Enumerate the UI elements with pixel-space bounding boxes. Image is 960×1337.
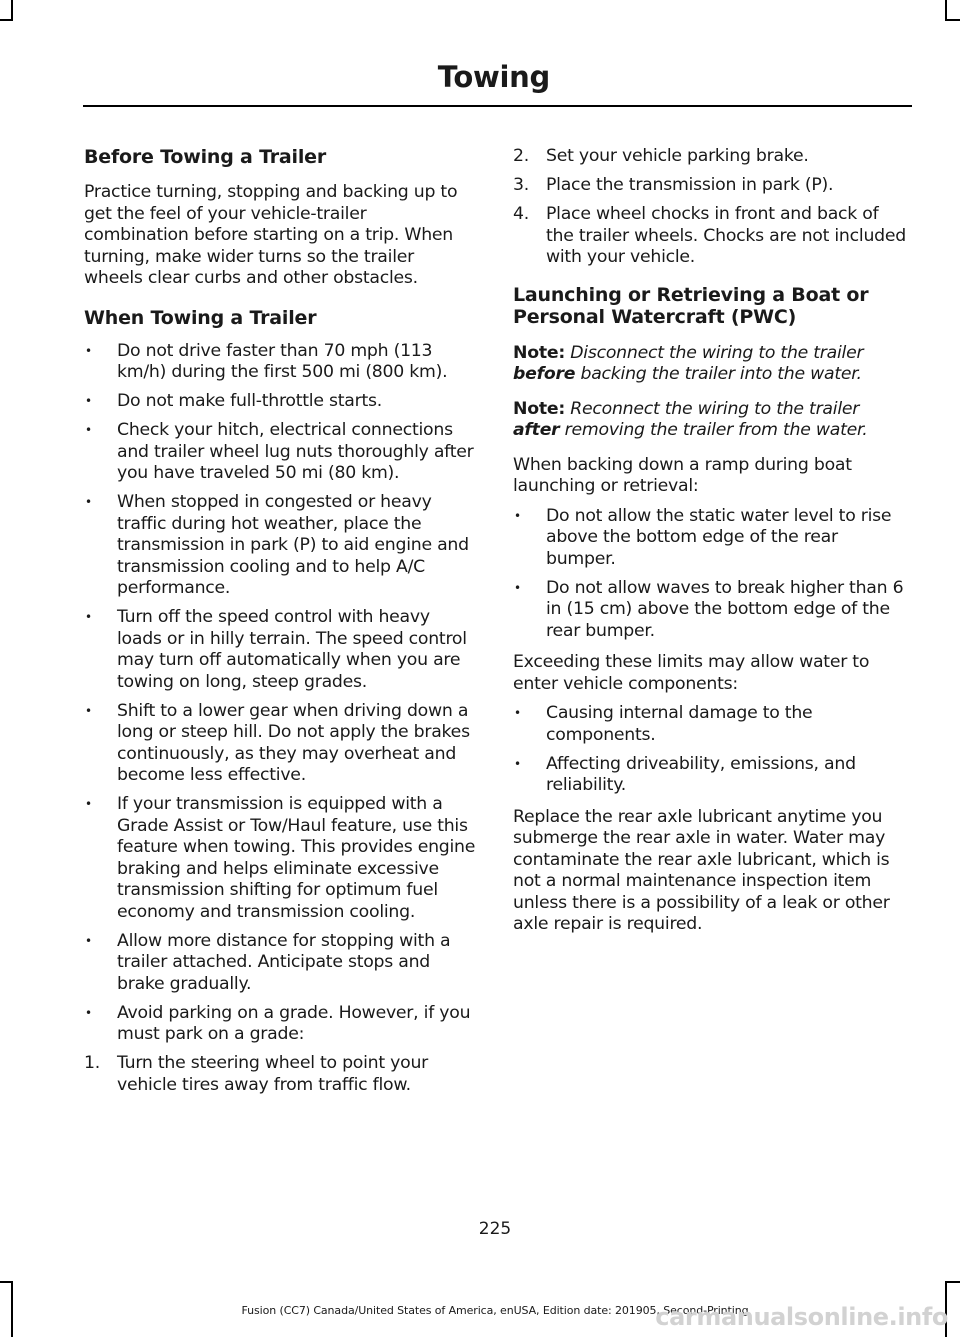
step-number: 1. bbox=[84, 1053, 100, 1073]
note-reconnect: Note: Reconnect the wiring to the trailer after removing the trailer from the water. bbox=[513, 398, 868, 440]
section-heading-launching: Launching or Retrieving a Boat or Personal Watercraft (PWC) bbox=[513, 283, 869, 328]
left-column bbox=[84, 146, 476, 1104]
list-item: • Allow more distance for stopping with a trailer attached. Anticipate stops and brake gradually. bbox=[84, 931, 476, 996]
list-item: • Do not drive faster than 70 mph (113 km/h) during the first 500 mi (800 km). bbox=[84, 341, 476, 384]
header-divider bbox=[83, 105, 912, 107]
crop-mark bbox=[0, 19, 13, 21]
list-item: • Shift to a lower gear when driving down a long or steep hill. Do not apply the brakes continuously, as they may overheat and become less effective. bbox=[84, 701, 476, 787]
step-number: 3. bbox=[513, 175, 529, 195]
crop-mark bbox=[0, 1281, 13, 1283]
paragraph-before-towing: Practice turning, stopping and backing up to get the feel of your vehicle-trailer combination before starting on a trip. When turning, make wider turns so the trailer wheels clear curbs and other obstacles. bbox=[84, 182, 458, 288]
step-text: Place wheel chocks in front and back of the trailer wheels. Chocks are not included with your vehicle. bbox=[546, 204, 906, 267]
numbered-step bbox=[513, 146, 909, 168]
crop-mark bbox=[11, 0, 13, 20]
list-item: • Do not allow the static water level to rise above the bottom edge of the rear bumper. bbox=[513, 506, 909, 571]
list-item: • Causing internal damage to the components. bbox=[513, 703, 909, 746]
section-heading-when-towing: When Towing a Trailer bbox=[84, 306, 317, 329]
list-item: • If your transmission is equipped with a Grade Assist or Tow/Haul feature, use this feature when towing. This provides engine braking and helps eliminate excessive transmission shifting for optimum fuel economy and transmission cooling. bbox=[84, 794, 476, 923]
step-text: Set your vehicle parking brake. bbox=[546, 146, 809, 166]
numbered-step bbox=[513, 204, 909, 269]
note-label: Note: bbox=[513, 342, 565, 363]
note-label: Note: bbox=[513, 398, 565, 419]
list-item: • Do not allow waves to break higher than 6 in (15 cm) above the bottom edge of the rear bumper. bbox=[513, 578, 909, 643]
crop-mark bbox=[945, 1281, 960, 1283]
list-item: • Check your hitch, electrical connections and trailer wheel lug nuts thoroughly after you have traveled 50 mi (80 km). bbox=[84, 420, 476, 485]
numbered-step bbox=[84, 1053, 476, 1096]
list-item: • Affecting driveability, emissions, and reliability. bbox=[513, 754, 909, 797]
list-item: • When stopped in congested or heavy traffic during hot weather, place the transmission in park (P) to aid engine and transmission cooling and to help A/C performance. bbox=[84, 492, 476, 600]
step-text: Place the transmission in park (P). bbox=[546, 175, 834, 195]
step-text: Turn the steering wheel to point your vehicle tires away from traffic flow. bbox=[117, 1053, 429, 1095]
crop-mark bbox=[945, 19, 960, 21]
crop-mark bbox=[945, 0, 947, 20]
note-disconnect: Note: Disconnect the wiring to the trailer before backing the trailer into the water. bbox=[513, 342, 864, 384]
numbered-step bbox=[513, 175, 909, 197]
list-item: • Avoid parking on a grade. However, if you must park on a grade: bbox=[84, 1003, 476, 1046]
page-number: 225 bbox=[478, 1219, 512, 1239]
list-item: • Do not make full-throttle starts. bbox=[84, 391, 476, 413]
page-title: Towing bbox=[437, 60, 550, 94]
step-number: 2. bbox=[513, 146, 529, 166]
watermark-logo: carmanualsonline.info bbox=[655, 1303, 948, 1331]
right-column bbox=[513, 146, 909, 949]
section-heading-before-towing: Before Towing a Trailer bbox=[84, 146, 327, 168]
step-number: 4. bbox=[513, 204, 529, 224]
footer-edition: Fusion (CC7) Canada/United States of America, enUSA, Edition date: 201905, Second-Printing bbox=[241, 1304, 749, 1317]
paragraph-exceeding: Exceeding these limits may allow water to enter vehicle components: bbox=[513, 652, 870, 694]
paragraph-backing: When backing down a ramp during boat launching or retrieval: bbox=[513, 454, 852, 496]
list-item: • Turn off the speed control with heavy loads or in hilly terrain. The speed control may turn off automatically when you are towing on long, steep grades. bbox=[84, 607, 476, 693]
paragraph-replace-lubricant: Replace the rear axle lubricant anytime you submerge the rear axle in water. Water may contaminate the rear axle lubricant, which is not a normal maintenance inspection item unless there is a possibility of a leak or other axle repair is required. bbox=[513, 806, 890, 934]
